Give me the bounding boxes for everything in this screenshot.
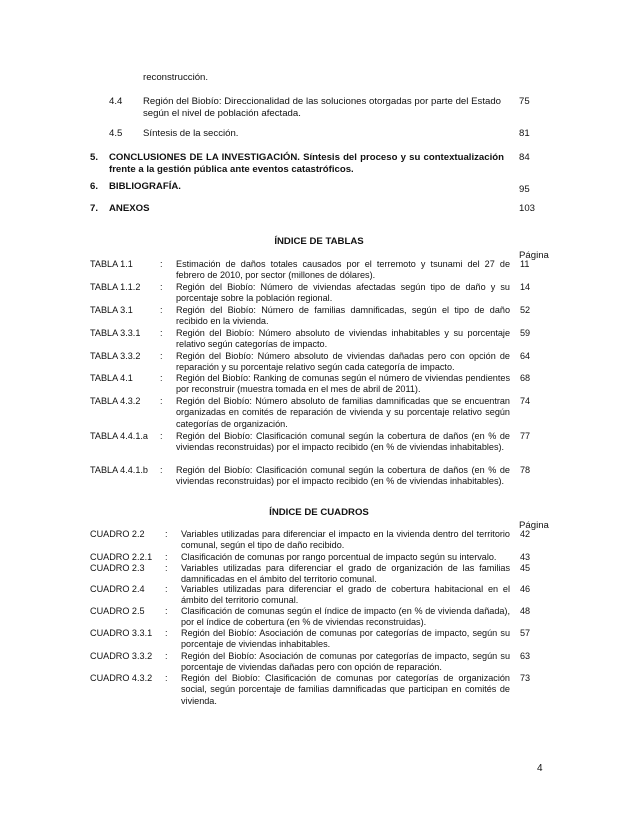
toc-item-page: 75 [519,96,530,107]
toc-item-text: ANEXOS [109,203,150,214]
chart-row-page: 57 [520,628,531,638]
table-row-desc: Región del Biobío: Clasificación comunal según la cobertura de daños (en % de viviendas reconstruidas) por el impacto recibido (en % de viviendas inhabitables). [176,465,510,487]
toc-item-text: Región del Biobío: Direccionalidad de las soluciones otorgadas por parte del Estado según el nivel de población afectada. [143,96,501,119]
toc-item-text: CONCLUSIONES DE LA INVESTIGACIÓN. Síntesis del proceso y su contextualización frente a la gestión pública ante eventos catastróficos. [109,152,504,175]
chart-row-sep: : [165,529,168,539]
tables-index-title: ÍNDICE DE TABLAS [274,236,364,247]
charts-index-title: ÍNDICE DE CUADROS [269,507,369,518]
chart-row-desc: Variables utilizadas para diferenciar el grado de cobertura habitacional en el ámbito del territorio comunal. [181,584,510,606]
chart-row-sep: : [165,673,168,683]
chart-row-page: 63 [520,651,531,661]
toc-item-page: 103 [519,203,536,214]
table-row-sep: : [160,351,163,361]
chart-row-page: 43 [520,552,531,562]
chart-row-sep: : [165,563,168,573]
table-row-page: 78 [520,465,531,475]
chart-row-sep: : [165,606,168,616]
chart-row-code: CUADRO 2.2 [90,529,145,539]
chart-row-desc: Región del Biobío: Asociación de comunas por categorías de impacto, según su porcentaje de viviendas inhabitables. [181,628,510,650]
chart-row-code: CUADRO 2.3 [90,563,145,573]
table-row-sep: : [160,282,163,292]
toc-item-number: 5. [90,152,99,163]
table-row-sep: : [160,305,163,315]
toc-item-number: 7. [90,203,99,214]
table-row-desc: Región del Biobío: Número absoluto de viviendas dañadas pero con opción de reparación y su porcentaje relativo según cada categoría de impacto. [176,351,510,373]
table-row-page: 77 [520,431,531,441]
tables-page-header: Página [519,250,549,261]
table-row-page: 14 [520,282,531,292]
table-row-code: TABLA 1.1 [90,259,133,269]
chart-row-desc: Variables utilizadas para diferenciar el grado de organización de las familias damnificadas en el ámbito del territorio comunal. [181,563,510,585]
table-row-sep: : [160,259,163,269]
chart-row-code: CUADRO 4.3.2 [90,673,153,683]
chart-row-code: CUADRO 3.3.2 [90,651,153,661]
chart-row-code: CUADRO 2.4 [90,584,145,594]
page-number: 4 [537,763,543,774]
table-row-code: TABLA 3.3.1 [90,328,141,338]
toc-item-number: 4.5 [109,128,123,139]
table-row-desc: Región del Biobío: Clasificación comunal según la cobertura de daños (en % de viviendas reconstruidas) por el impacto recibido (en % de viviendas inhabitables). [176,431,510,453]
toc-item-page: 84 [519,152,530,163]
toc-item-page: 81 [519,128,530,139]
table-row-code: TABLA 4.4.1.a [90,431,148,441]
chart-row-desc: Región del Biobío: Clasificación de comunas por categorías de organización social, según porcentaje de familias damnificadas que participan en comités de vivienda. [181,673,510,706]
toc-item-text: BIBLIOGRAFÍA. [109,181,181,192]
table-row-sep: : [160,465,163,475]
chart-row-page: 42 [520,529,531,539]
chart-row-page: 48 [520,606,531,616]
chart-row-sep: : [165,584,168,594]
chart-row-page: 73 [520,673,531,683]
table-row-sep: : [160,328,163,338]
table-row-code: TABLA 1.1.2 [90,282,141,292]
chart-row-code: CUADRO 3.3.1 [90,628,153,638]
table-row-code: TABLA 3.1 [90,305,133,315]
chart-row-sep: : [165,651,168,661]
table-row-sep: : [160,373,163,383]
table-row-page: 74 [520,396,531,406]
chart-row-page: 45 [520,563,531,573]
chart-row-desc: Clasificación de comunas por rango porcentual de impacto según su intervalo. [181,552,497,562]
toc-item-text: Síntesis de la sección. [143,128,239,139]
table-row-page: 64 [520,351,531,361]
chart-row-sep: : [165,628,168,638]
chart-row-code: CUADRO 2.5 [90,606,145,616]
table-row-desc: Región del Biobío: Número de viviendas afectadas según tipo de daño y su porcentaje sobre la población regional. [176,282,510,304]
table-row-code: TABLA 3.3.2 [90,351,141,361]
table-row-desc: Región del Biobío: Número absoluto de viviendas inhabitables y su porcentaje relativo según categorías de impacto. [176,328,510,350]
chart-row-code: CUADRO 2.2.1 [90,552,153,562]
table-row-page: 11 [520,259,530,269]
toc-item-page: 95 [519,184,530,195]
toc-item-number: 4.4 [109,96,123,107]
table-row-desc: Región del Biobío: Número de familias damnificadas, según el tipo de daño recibido en la vivienda. [176,305,510,327]
table-row-desc: Región del Biobío: Número absoluto de familias damnificadas que se encuentran organizadas en comités de reparación de vivienda y su porcentaje relativo según categorías de organización. [176,396,510,429]
toc-fragment: reconstrucción. [143,72,209,83]
chart-row-page: 46 [520,584,531,594]
table-row-sep: : [160,431,163,441]
table-row-page: 68 [520,373,531,383]
chart-row-desc: Clasificación de comunas según el índice de impacto (en % de vivienda dañada), por el índice de cobertura (en % de viviendas reconstruidas). [181,606,510,628]
chart-row-sep: : [165,552,168,562]
chart-row-desc: Región del Biobío: Asociación de comunas por categorías de impacto, según su porcentaje de viviendas dañadas pero con opción de reparación. [181,651,510,673]
table-row-desc: Región del Biobío: Ranking de comunas según el número de viviendas pendientes por reconstruir (muestra tomada en el mes de abril de 2011). [176,373,510,395]
table-row-code: TABLA 4.3.2 [90,396,141,406]
chart-row-desc: Variables utilizadas para diferenciar el impacto en la vivienda dentro del territorio comunal, según el tipo de daño recibido. [181,529,510,551]
table-row-page: 52 [520,305,531,315]
table-row-code: TABLA 4.1 [90,373,133,383]
table-row-desc: Estimación de daños totales causados por el terremoto y tsunami del 27 de febrero de 2010, por sector (millones de dólares). [176,259,510,281]
toc-item-number: 6. [90,181,99,192]
charts-page-header: Página [519,520,549,531]
table-row-sep: : [160,396,163,406]
table-row-code: TABLA 4.4.1.b [90,465,148,475]
table-row-page: 59 [520,328,531,338]
